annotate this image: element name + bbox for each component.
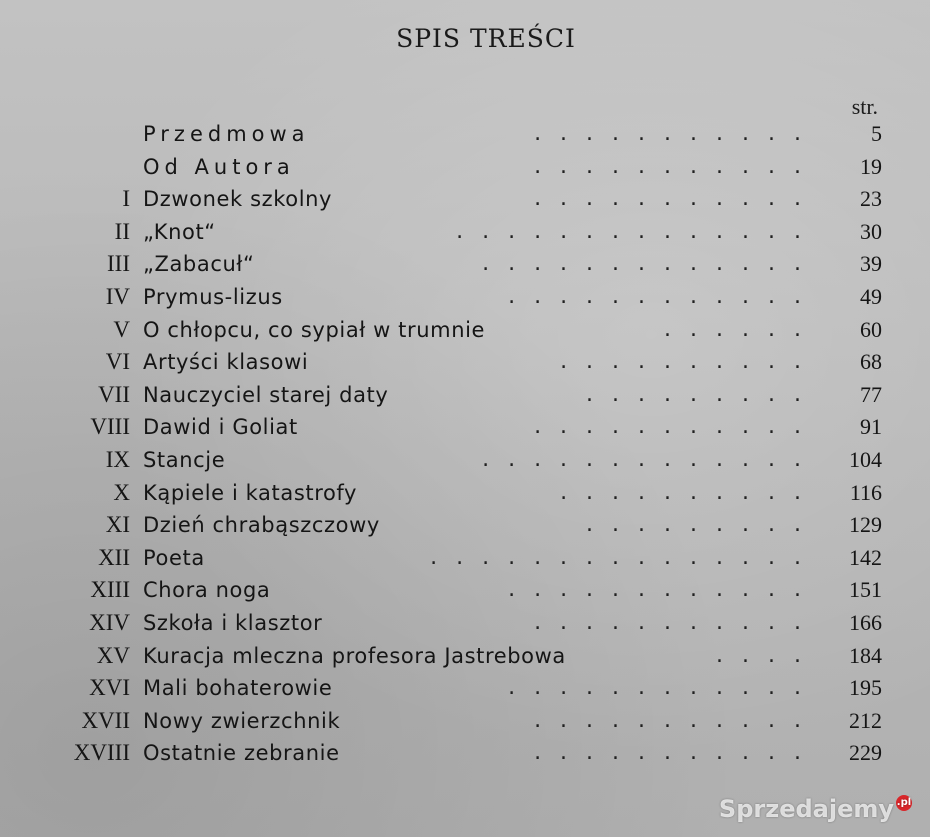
toc-entry — [0, 705, 930, 738]
chapter-title: Nauczyciel starej daty — [143, 382, 389, 407]
dot-leader: ........... — [534, 186, 820, 212]
chapter-page-number: 77 — [860, 381, 882, 407]
chapter-page-number: 30 — [860, 218, 882, 244]
chapter-page-number: 60 — [860, 316, 882, 342]
chapter-number: XIV — [89, 609, 130, 635]
toc-entry — [0, 477, 930, 510]
chapter-page-number: 19 — [860, 153, 882, 179]
toc-entry — [0, 607, 930, 640]
dot-leader: ............... — [430, 544, 820, 570]
dot-leader: .......... — [560, 349, 820, 375]
dot-leader: ............ — [508, 675, 820, 701]
dot-leader: ........... — [534, 414, 820, 440]
chapter-number: V — [113, 316, 130, 342]
toc-entry — [0, 216, 930, 249]
dot-leader: ............ — [508, 283, 820, 309]
chapter-title: „Knot“ — [143, 219, 216, 244]
chapter-number: IV — [105, 283, 130, 309]
chapter-page-number: 166 — [849, 609, 882, 635]
chapter-number: XVIII — [73, 740, 130, 766]
chapter-number: I — [122, 186, 130, 212]
chapter-title: Przedmowa — [143, 122, 310, 146]
dot-leader: .... — [716, 642, 820, 668]
toc-entry — [0, 151, 930, 184]
watermark-text: Sprzedajemy — [718, 795, 894, 823]
page-title: SPIS TREŚCI — [396, 24, 576, 53]
chapter-number: XI — [105, 512, 130, 538]
chapter-title: Nowy zwierzchnik — [143, 708, 341, 733]
chapter-page-number: 116 — [849, 479, 882, 505]
chapter-page-number: 151 — [849, 577, 882, 603]
toc-entry — [0, 346, 930, 379]
toc-entry — [0, 248, 930, 281]
dot-leader: ......... — [586, 512, 820, 538]
chapter-page-number: 23 — [860, 186, 882, 212]
chapter-number: II — [114, 218, 130, 244]
chapter-page-number: 184 — [849, 642, 882, 668]
chapter-page-number: 91 — [860, 414, 882, 440]
watermark-logo — [719, 795, 912, 823]
chapter-number: VI — [105, 349, 130, 375]
chapter-number: VIII — [90, 414, 130, 440]
chapter-page-number: 5 — [871, 121, 882, 146]
chapter-title: Dzwonek szkolny — [143, 187, 333, 212]
toc-entry — [0, 281, 930, 314]
toc-entry — [0, 672, 930, 705]
dot-leader: ............. — [482, 251, 820, 277]
toc-entry — [0, 314, 930, 347]
chapter-page-number: 195 — [849, 675, 882, 701]
chapter-title: O chłopcu, co sypiał w trumnie — [143, 317, 486, 342]
chapter-title: Szkoła i klasztor — [143, 610, 323, 635]
chapter-number: IX — [105, 446, 130, 472]
dot-leader: ...... — [664, 316, 820, 342]
chapter-page-number: 212 — [849, 707, 882, 733]
toc-entry — [0, 542, 930, 575]
chapter-page-number: 229 — [849, 740, 882, 766]
page-column-header: str. — [851, 94, 878, 119]
chapter-title: Dawid i Goliat — [143, 415, 298, 440]
chapter-number: VII — [98, 381, 130, 407]
chapter-title: Kąpiele i katastrofy — [143, 480, 358, 505]
toc-entry — [0, 411, 930, 444]
dot-leader: ........... — [534, 609, 820, 635]
dot-leader: ........... — [534, 707, 820, 733]
chapter-page-number: 68 — [860, 349, 882, 375]
dot-leader: .............. — [456, 218, 820, 244]
chapter-page-number: 49 — [860, 283, 882, 309]
watermark-badge: .pl — [896, 795, 912, 811]
chapter-number: XIII — [90, 577, 130, 603]
toc-entry — [0, 737, 930, 770]
chapter-number: XVI — [89, 675, 130, 701]
chapter-number: X — [113, 479, 130, 505]
toc-entry — [0, 509, 930, 542]
toc-entry — [0, 640, 930, 673]
dot-leader: ......... — [586, 381, 820, 407]
chapter-title: Ostatnie zebranie — [143, 741, 340, 766]
chapter-number: III — [107, 251, 130, 277]
chapter-title: Prymus-lizus — [143, 284, 283, 309]
dot-leader: ............ — [508, 577, 820, 603]
chapter-title: Artyści klasowi — [143, 350, 309, 375]
chapter-number: XV — [96, 642, 130, 668]
chapter-title: Dzień chrabąszczowy — [143, 513, 380, 538]
chapter-page-number: 39 — [860, 251, 882, 277]
toc-entry — [0, 183, 930, 216]
chapter-title: Chora noga — [143, 578, 271, 603]
toc-entry — [0, 379, 930, 412]
toc-entry — [0, 574, 930, 607]
chapter-title: „Zabacuł“ — [143, 252, 255, 277]
chapter-page-number: 142 — [849, 544, 882, 570]
dot-leader: ........... — [534, 740, 820, 766]
table-of-contents — [0, 118, 930, 770]
chapter-number: XVII — [81, 707, 130, 733]
toc-entry — [0, 118, 930, 151]
chapter-page-number: 104 — [849, 446, 882, 472]
chapter-number: XII — [98, 544, 130, 570]
dot-leader: ........... — [534, 121, 820, 146]
chapter-title: Kuracja mleczna profesora Jastrebowa — [143, 643, 566, 668]
dot-leader: ........... — [534, 153, 820, 179]
chapter-title: Mali bohaterowie — [143, 676, 333, 701]
toc-entry — [0, 444, 930, 477]
dot-leader: .......... — [560, 479, 820, 505]
chapter-page-number: 129 — [849, 512, 882, 538]
chapter-title: Od Autora — [143, 154, 295, 179]
chapter-title: Stancje — [143, 447, 226, 472]
chapter-title: Poeta — [143, 545, 205, 570]
dot-leader: ............. — [482, 446, 820, 472]
